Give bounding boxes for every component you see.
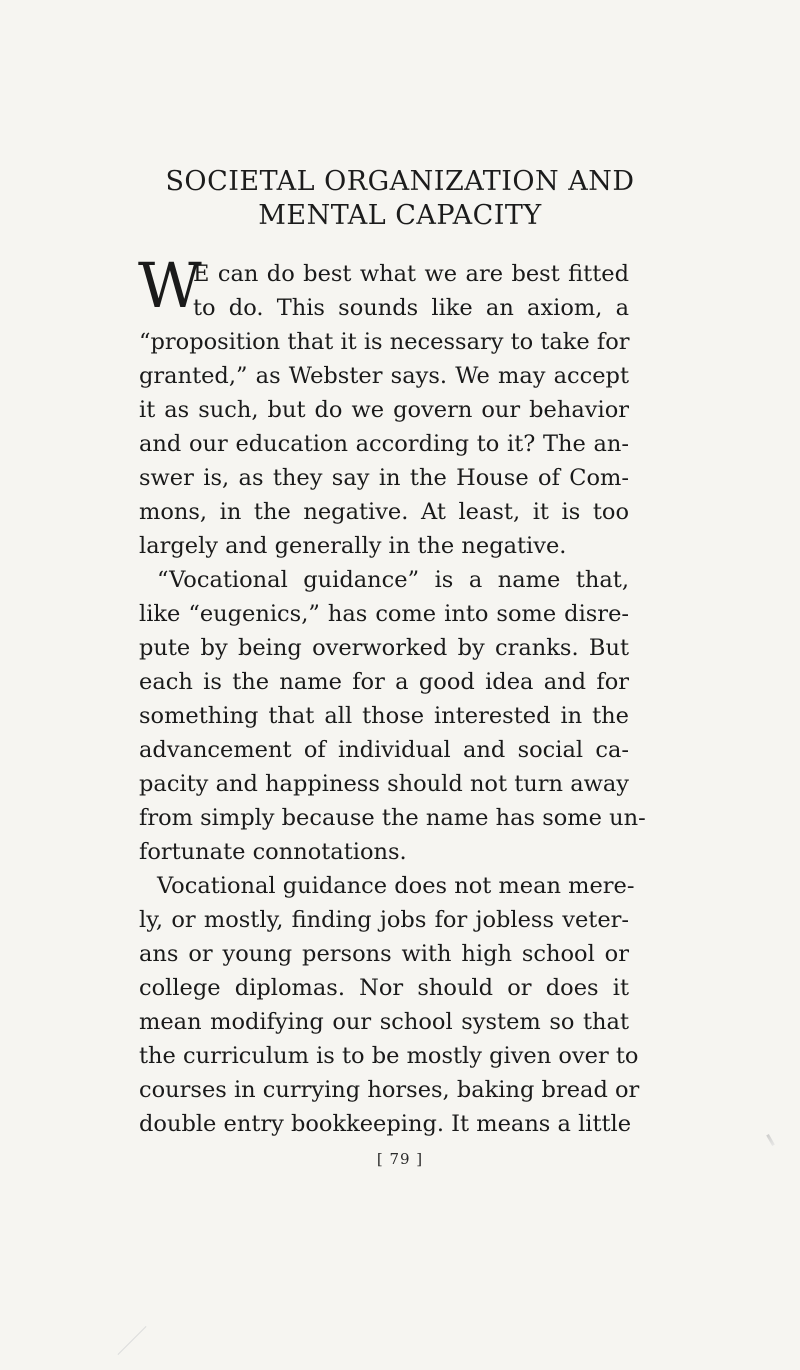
text-line: pute by being overworked by cranks. But (139, 635, 629, 661)
text-line: mons, in the negative. At least, it is too (139, 499, 629, 525)
scan-artifact (118, 1326, 147, 1355)
chapter-title-line-2: MENTAL CAPACITY (258, 200, 542, 231)
chapter-title-line-1: SOCIETAL ORGANIZATION AND (165, 166, 635, 197)
scan-artifact (766, 1134, 775, 1146)
drop-cap: W (138, 249, 202, 322)
text-line: swer is, as they say in the House of Com- (139, 465, 629, 491)
text-line: mean modifying our school system so that (139, 1009, 629, 1035)
text-line: like “eugenics,” has come into some disre- (139, 601, 629, 627)
text-line: to do. This sounds like an axiom, a (193, 295, 629, 321)
text-line: double entry bookkeeping. It means a little (139, 1111, 632, 1137)
text-line: “Vocational guidance” is a name that, (157, 567, 629, 593)
text-line: ans or young persons with high school or (139, 941, 629, 967)
text-line: college diplomas. Nor should or does it (139, 975, 629, 1001)
text-line: E can do best what we are best fitted (193, 261, 629, 287)
text-line: fortunate connotations. (139, 839, 407, 865)
text-line: advancement of individual and social ca- (139, 737, 629, 763)
text-line: Vocational guidance does not mean mere- (157, 873, 635, 899)
text-line: the curriculum is to be mostly given over to (139, 1043, 639, 1069)
text-line: pacity and happiness should not turn away (139, 771, 629, 797)
text-line: each is the name for a good idea and for (139, 669, 629, 695)
text-line: largely and generally in the negative. (139, 533, 567, 559)
text-line: “proposition that it is necessary to take for (139, 329, 630, 355)
text-line: courses in currying horses, baking bread or (139, 1077, 640, 1103)
text-line: it as such, but do we govern our behavior (139, 397, 629, 423)
page-number: [ 79 ] (376, 1150, 424, 1168)
text-line: and our education according to it? The an- (139, 431, 629, 457)
text-line: ly, or mostly, finding jobs for jobless veter- (139, 907, 629, 933)
text-line: something that all those interested in the (139, 703, 629, 729)
text-line: from simply because the name has some un- (139, 805, 646, 831)
text-line: granted,” as Webster says. We may accept (139, 363, 629, 389)
